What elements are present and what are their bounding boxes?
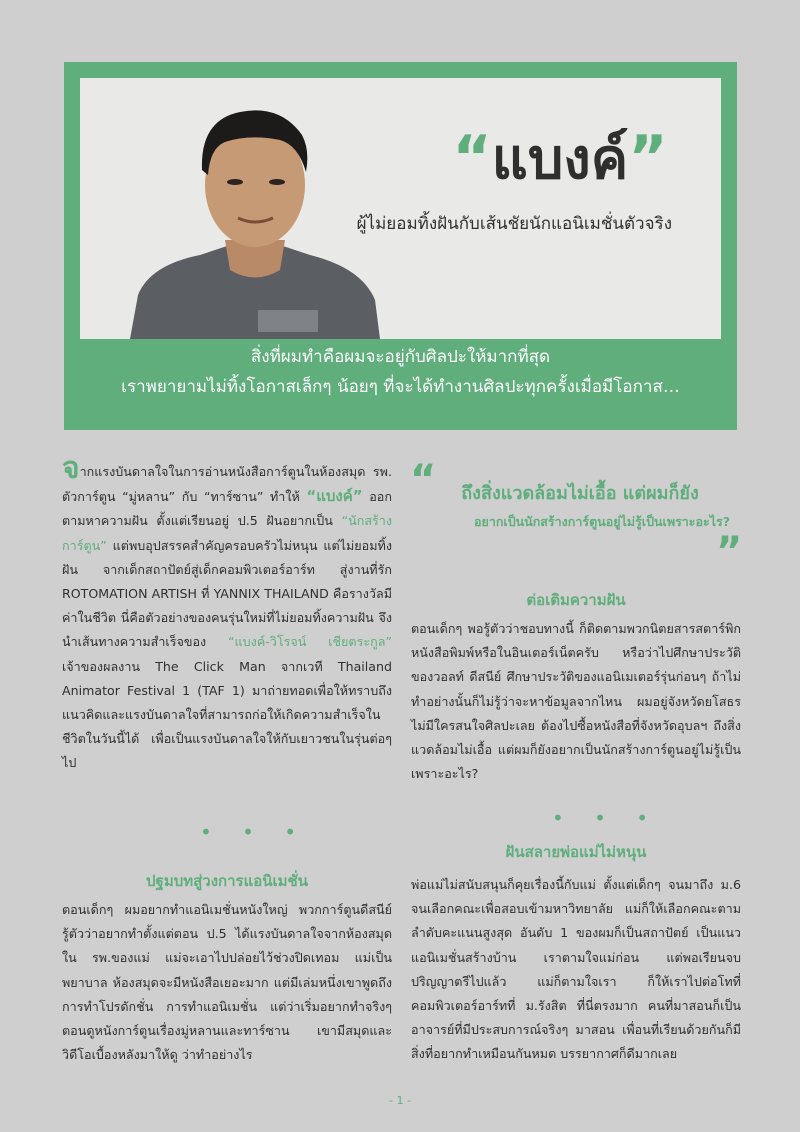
section-title-right-1: ต่อเติมความฝัน [526,591,626,609]
quote-close-mark: ” [716,529,743,575]
pullquote-subtitle: อยากเป็นนักสร้างการ์ตูนอยู่ไม่รู้เป็นเพราะอะไร? [474,514,730,529]
intro-paragraph: จากแรงบันดาลใจในการอ่านหนังสือการ์ตูนในห้องสมุด รพ. ตัวการ์ตูน “มู่หลาน” กับ “ทาร์ซาน” ทำให้ “แบงค์” ออกตามหาความฝัน ตั้งแต่เรียนอยู่ ป.5 ฝันอยากเป็น “นักสร้างการ์ตูน” แต่พบอุปสรรคสำคัญครอบครัวไม่หนุน แต่ไม่ยอมทิ้งฝัน จากเด็กสถาปัตย์สู่เด็กคอมพิวเตอร์อาร์ท สู่งานที่รัก ROTOMATION ARTISH ที่ YANNIX THAILAND คือรางวัลมีค่าในชีวิต นี่คือตัวอย่างของคนรุ่นใหม่ที่ไม่ยอมทิ้งความฝัน จึงนำเส้นทางความสำเร็จของ “แบงค์-วิโรจน์ เชียตระกูล” เจ้าของผลงาน The Click Man จากเวที Thailand Animator Festival 1 (TAF 1) มาถ่ายทอดเพื่อให้ทราบถึงแนวคิดและแรงบันดาลใจที่สามารถก่อให้เกิดความสำเร็จในชีวิตในวันนี้ได้ เพื่อเป็นแรงบันดาลใจให้กับเยาวชนในรุ่นต่อๆไป [62,451,392,771]
subject-fullname: “แบงค์-วิโรจน์ เชียตระกูล” [228,634,392,650]
subject-name: “แบงค์” [306,487,363,506]
section-divider-dots-right: • • • [552,806,661,830]
page-title: “แบงค์” [452,123,668,193]
section-body-left: ตอนเด็กๆ ผมอยากทำแอนิเมชั่นหนังใหญ่ พวกการ์ตูนดีสนีย์ รู้ตัวว่าอยากทำตั้งแต่ตอน ป.5 ได้แรงบันดาลใจจากห้องสมุดใน รพ.ของแม่ แม่จะเอาไปปล่อยไว้ช่วงปิดเทอม แม่เป็นพยาบาล ห้องสมุดจะมีหนังสือเยอะมาก แต่มีเล่มหนึ่งเขาพูดถึงการทำโปรดักชั่น การทำแอนิเมชั่น แต่ว่าเริ่มอยากทำจริงๆ ตอนดูหนังการ์ตูนเรื่องมู่หลานและทาร์ซาน เขามีสมุดและวิดีโอเบื้องหลังมาให้ดู ว่าทำอย่างไร [62,902,392,1063]
page-number: - 1 - [389,1094,411,1107]
section-title-right-2: ฝันสลายพ่อแม่ไม่หนุน [505,843,647,861]
section-title-left: ปฐมบทสู่วงการแอนิเมชั่น [146,872,308,890]
hero-panel [64,62,737,430]
hero-banner-quote [64,342,737,402]
hero-photo-area [80,78,721,339]
banner-line-1: สิ่งที่ผมทำคือผมจะอยู่กับศิลปะให้มากที่สุด [250,347,551,367]
pullquote-title: ถึงสิ่งแวดล้อมไม่เอื้อ แต่ผมก็ยัง [461,483,699,504]
animator-term: “นักสร้างการ์ตูน” [62,513,392,553]
drop-cap: จ [62,451,80,486]
section-body-right-2: พ่อแม่ไม่สนับสนุนก็คุยเรื่องนี้กับแม่ ตั้งแต่เด็กๆ จนมาถึง ม.6 จนเลือกคณะเพื่อสอบเข้ามหาวิทยาลัย แม่ก็ให้เลือกคณะตามลำดับคะแนนสูงสุด อันดับ 1 ของผมก็เป็นสถาปัตย์ เป็นแนวแอนิเมชั่นสร้างบ้าน เราตามใจแม่ก่อน แต่พอเรียนจบ ปริญญาตรีไปแล้ว แม่ก็ตามใจเรา ก็ให้เราไปต่อโทที่คอมพิวเตอร์อาร์ทที่ ม.รังสิต ที่นี่ตรงมาก คนที่มาสอนก็เป็นอาจารย์ที่มีประสบการณ์จริงๆ มาสอน เพื่อนที่เรียนด้วยกันก็มีสิ่งที่อยากทำเหมือนกันหมด บรรยากาศก็ดีมากเลย [411,877,741,1062]
banner-line-2: เราพยายามไม่ทิ้งโอกาสเล็กๆ น้อยๆ ที่จะได้ทำงานศิลปะทุกครั้งเมื่อมีโอกาส… [121,377,680,397]
section-body-right-1: ตอนเด็กๆ พอรู้ตัวว่าชอบทางนี้ ก็ติดตามพวกนิตยสารสตาร์พิก หนังสือพิมพ์หรือในอินเตอร์เน็ตครับ หรือว่าไปศึกษาประวัติของวอลท์ ดีสนีย์ ศึกษาประวัติของแอนิเมเตอร์รุ่นก่อนๆ ถ้าไม่ทำอย่างนั้นก็ไม่รู้ว่าจะหาข้อมูลจากไหน ผมอยู่จังหวัดยโสธรไม่มีใครสนใจศิลปะเลย ต้องไปซื้อหนังสือที่จังหวัดอุบลฯ ถึงสิ่งแวดล้อมไม่เอื้อ แต่ผมก็ยังอยากเป็นนักสร้างการ์ตูนอยู่ไม่รู้เป็นเพราะอะไร? [411,621,741,782]
section-divider-dots: • • • [200,820,309,844]
quote-open-mark: “ [410,457,437,503]
page-subtitle: ผู้ไม่ยอมทิ้งฝันกับเส้นชัยนักแอนิเมชั่นตัวจริง [356,214,672,234]
